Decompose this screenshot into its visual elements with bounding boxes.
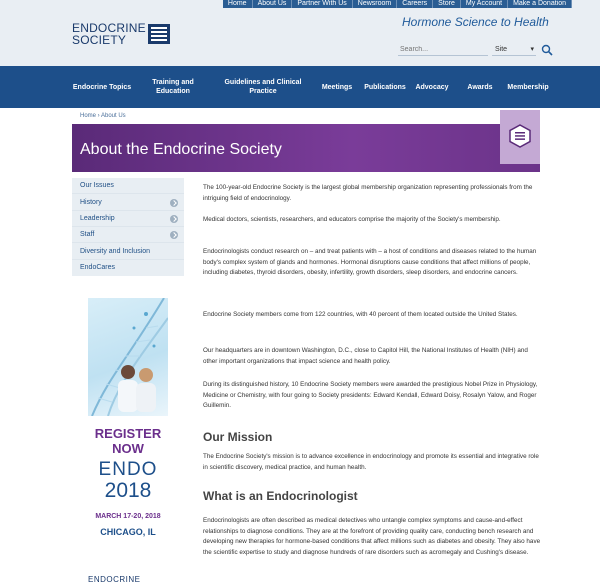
mission-heading: Our Mission: [203, 430, 273, 444]
sidebar-item-label: Staff: [80, 231, 95, 238]
mission-paragraph: The Endocrine Society's mission is to advance excellence in endocrinology and promote its essential and integrative role in scientific discovery, medical practice, and human health.: [203, 453, 539, 471]
sidebar-item-label: History: [80, 199, 102, 206]
nav-advocacy[interactable]: Advocacy: [415, 83, 449, 91]
top-link-newsroom[interactable]: Newsroom: [353, 0, 397, 8]
utility-links: [223, 0, 572, 8]
search-icon[interactable]: [541, 44, 553, 56]
sidebar-item-label: EndoCares: [80, 264, 116, 271]
sidebar-item-staff[interactable]: [72, 227, 184, 243]
chevron-right-icon[interactable]: [170, 231, 178, 239]
chevron-down-icon: ▾: [530, 46, 534, 53]
sidebar-item-label: Diversity and Inclusion: [80, 248, 151, 255]
sidebar-item-endocares[interactable]: [72, 260, 184, 276]
site-header: [0, 0, 600, 66]
sidebar-item-label: Leadership: [80, 215, 115, 222]
sidebar-item-diversity[interactable]: [72, 244, 184, 260]
ad-endo: ENDO: [98, 459, 158, 480]
ad-dna-image: [88, 298, 168, 416]
top-link-careers[interactable]: Careers: [397, 0, 433, 8]
breadcrumb: [72, 110, 540, 124]
chevron-right-icon[interactable]: [170, 215, 178, 223]
ad-city: CHICAGO, IL: [100, 527, 156, 537]
page-hero: [72, 124, 540, 172]
sidebar-item-our-issues[interactable]: [72, 178, 184, 194]
membership-paragraph: Medical doctors, scientists, researchers, and educators comprise the majority of the Society's membership.: [203, 216, 501, 223]
ad-register-now: REGISTER NOW: [94, 426, 162, 456]
researchers-photo: [114, 360, 160, 412]
ad-year: 2018: [104, 479, 152, 502]
nav-membership[interactable]: Membership: [507, 83, 549, 91]
endocrinologists-paragraph: Endocrinologists conduct research on – and treat patients with – a host of conditions and diseases related to the human body's complex system of glands and hormones. Hormonal disruptions cause conditions that affect millions of people, including diabetes, thyroid disorders, obesity, infertility, growth disorders, sleep disorders, and endocrine cancers.: [203, 248, 537, 277]
top-link-about[interactable]: About Us: [253, 0, 293, 8]
top-link-my-account[interactable]: My Account: [461, 0, 508, 8]
logo-line-2: SOCIETY: [72, 33, 127, 47]
main-nav: [0, 66, 600, 108]
sidebar-menu: [72, 178, 184, 276]
sidebar-logo: ENDOCRINE: [88, 575, 141, 582]
breadcrumb-text[interactable]: Home › About Us: [80, 113, 126, 119]
nobel-paragraph: During its distinguished history, 10 Endocrine Society members were awarded the prestigious Nobel Prize in Physiology, Medicine or Chemistry, with four going to Society presidents: Edward Kendall, Edward Doisy, Rosalyn Yalow, and Roger Guillemin.: [203, 381, 538, 410]
ad-dates: MARCH 17-20, 2018: [95, 513, 161, 520]
nav-publications[interactable]: Publications: [364, 83, 406, 91]
endocrinologist-description: Endocrinologists are often described as medical detectives who untangle complex symptoms and cause-and-effect relationships to diagnose conditions. They are at the forefront of providing quality care, conducting bench research and developing new therapies for hormone-based conditions that affect millions such as diabetes and obesity. They also have the scientific expertise to study and diagnose hundreds of rare disorders such as acromegaly and Cushing's disease.: [203, 517, 541, 556]
headquarters-paragraph: Our headquarters are in downtown Washington, D.C., close to Capitol Hill, the National Institutes of Health (NIH) and other important organizations that impact science and health policy.: [203, 347, 528, 365]
endo-2018-ad[interactable]: [88, 298, 168, 582]
nav-awards[interactable]: Awards: [467, 83, 493, 91]
search-scope-value: Site: [495, 46, 508, 53]
sidebar-item-leadership[interactable]: [72, 211, 184, 227]
nav-endocrine-topics[interactable]: Endocrine Topics: [72, 83, 132, 91]
society-hexagon-icon: [508, 124, 532, 148]
chevron-right-icon[interactable]: [170, 199, 178, 207]
search-scope-select[interactable]: [492, 43, 536, 56]
nav-training-education[interactable]: Training and Education: [152, 79, 194, 95]
top-link-home[interactable]: Home: [223, 0, 253, 8]
top-link-store[interactable]: Store: [433, 0, 461, 8]
logo-mark-icon: [148, 24, 170, 44]
what-is-heading: What is an Endocrinologist: [203, 489, 358, 503]
endocrine-society-logo[interactable]: [72, 22, 172, 48]
hero-badge: [500, 110, 540, 164]
logo-line-1: ENDOCRINE: [72, 21, 146, 35]
sidebar-item-history[interactable]: [72, 195, 184, 211]
nav-guidelines[interactable]: Guidelines and Clinical Practice: [224, 79, 302, 95]
nav-meetings[interactable]: Meetings: [321, 83, 353, 91]
tagline: Hormone Science to Health: [402, 15, 549, 29]
sidebar-item-label: Our Issues: [80, 182, 114, 189]
intro-paragraph: The 100-year-old Endocrine Society is the largest global membership organization representing professionals from the intriguing field of endocrinology.: [203, 184, 533, 202]
search-input[interactable]: [398, 43, 488, 56]
countries-paragraph: Endocrine Society members come from 122 countries, with 40 percent of them located outside the United States.: [203, 311, 518, 318]
top-link-partner[interactable]: Partner With Us: [292, 0, 352, 8]
top-link-donate[interactable]: Make a Donation: [508, 0, 572, 8]
page-title: About the Endocrine Society: [80, 141, 282, 158]
